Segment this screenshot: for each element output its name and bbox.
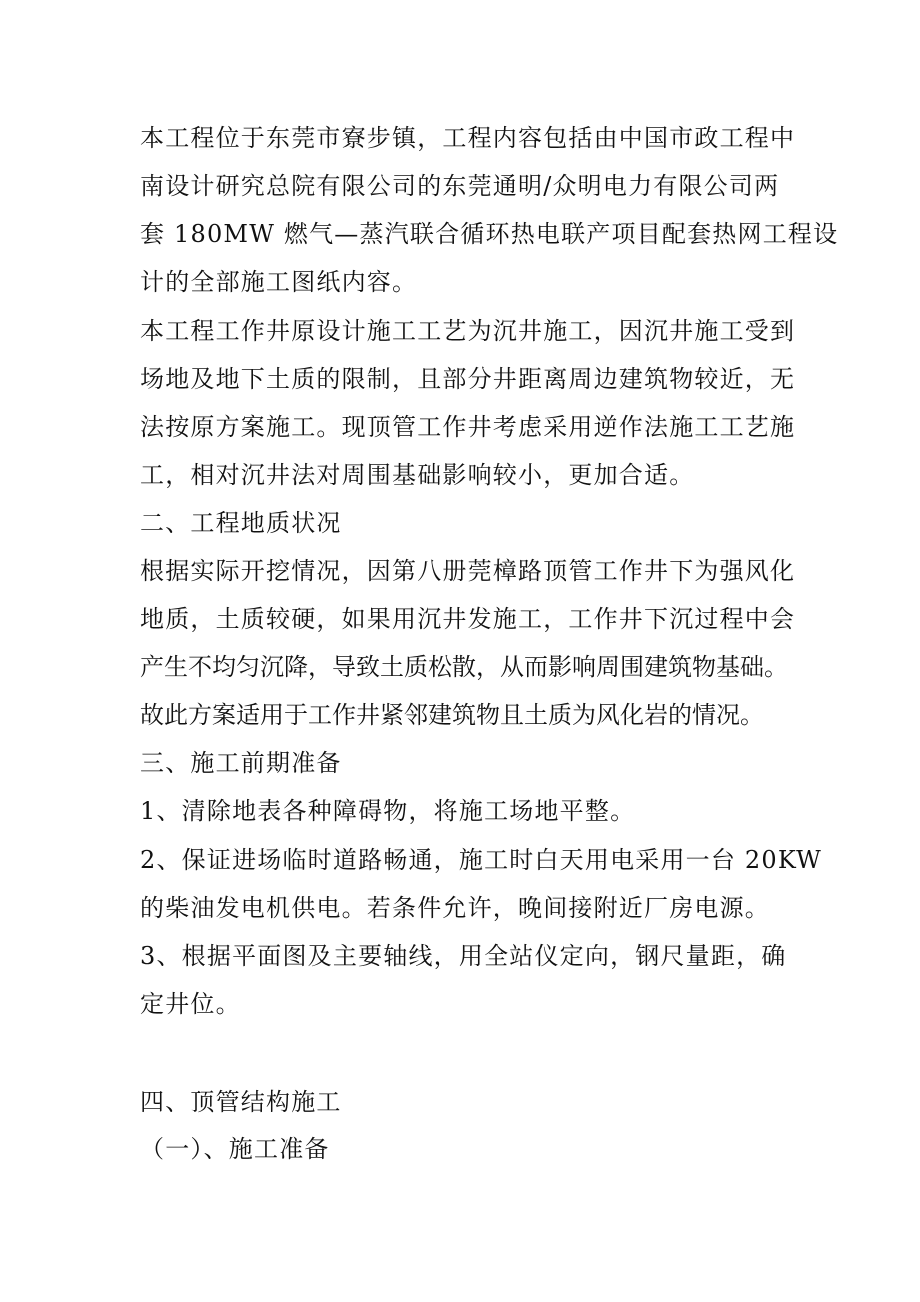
paragraph-2-line-1: 本工程工作井原设计施工工艺为沉井施工，因沉井施工受到	[140, 317, 796, 345]
section-3-item-3-line-2: 定井位。	[140, 990, 241, 1018]
section-4-heading: 四、顶管结构施工	[140, 1088, 342, 1116]
paragraph-1-line-1: 本工程位于东莞市寮步镇，工程内容包括由中国市政工程中	[140, 124, 796, 152]
section-2-heading: 二、工程地质状况	[140, 509, 342, 537]
section-3-item-1-line-1: 1、清除地表各种障碍物，将施工场地平整。	[140, 797, 636, 825]
paragraph-2-line-4: 工，相对沉井法对周围基础影响较小，更加合适。	[140, 461, 695, 489]
section-3-heading: 三、施工前期准备	[140, 749, 342, 777]
section-3-item-3-line-1: 3、根据平面图及主要轴线，用全站仪定向，钢尺量距，确	[140, 942, 787, 970]
section-2-line-2: 地质，土质较硬，如果用沉井发施工，工作井下沉过程中会	[140, 605, 796, 633]
section-3-item-2-line-2: 的柴油发电机供电。若条件允许，晚间接附近厂房电源。	[140, 894, 770, 922]
paragraph-1-line-3: 套 180MW 燃气—蒸汽联合循环热电联产项目配套热网工程设	[140, 220, 839, 248]
section-2-line-4: 故此方案适用于工作井紧邻建筑物且土质为风化岩的情况。	[140, 701, 764, 729]
paragraph-1-line-4: 计的全部施工图纸内容。	[140, 268, 418, 296]
section-2-line-3: 产生不均匀沉降，导致土质松散，从而影响周围建筑物基础。	[140, 653, 788, 681]
paragraph-2-line-3: 法按原方案施工。现顶管工作井考虑采用逆作法施工工艺施	[140, 413, 796, 441]
section-2-line-1: 根据实际开挖情况，因第八册莞樟路顶管工作井下为强风化	[140, 557, 796, 585]
section-3-item-2-line-1: 2、保证进场临时道路畅通，施工时白天用电采用一台 20KW	[140, 846, 822, 874]
paragraph-2-line-2: 场地及地下土质的限制，且部分井距离周边建筑物较近，无	[140, 365, 796, 393]
paragraph-1-line-2: 南设计研究总院有限公司的东莞通明/众明电力有限公司两	[140, 172, 780, 200]
section-4-subheading: （一）、施工准备	[140, 1135, 330, 1163]
